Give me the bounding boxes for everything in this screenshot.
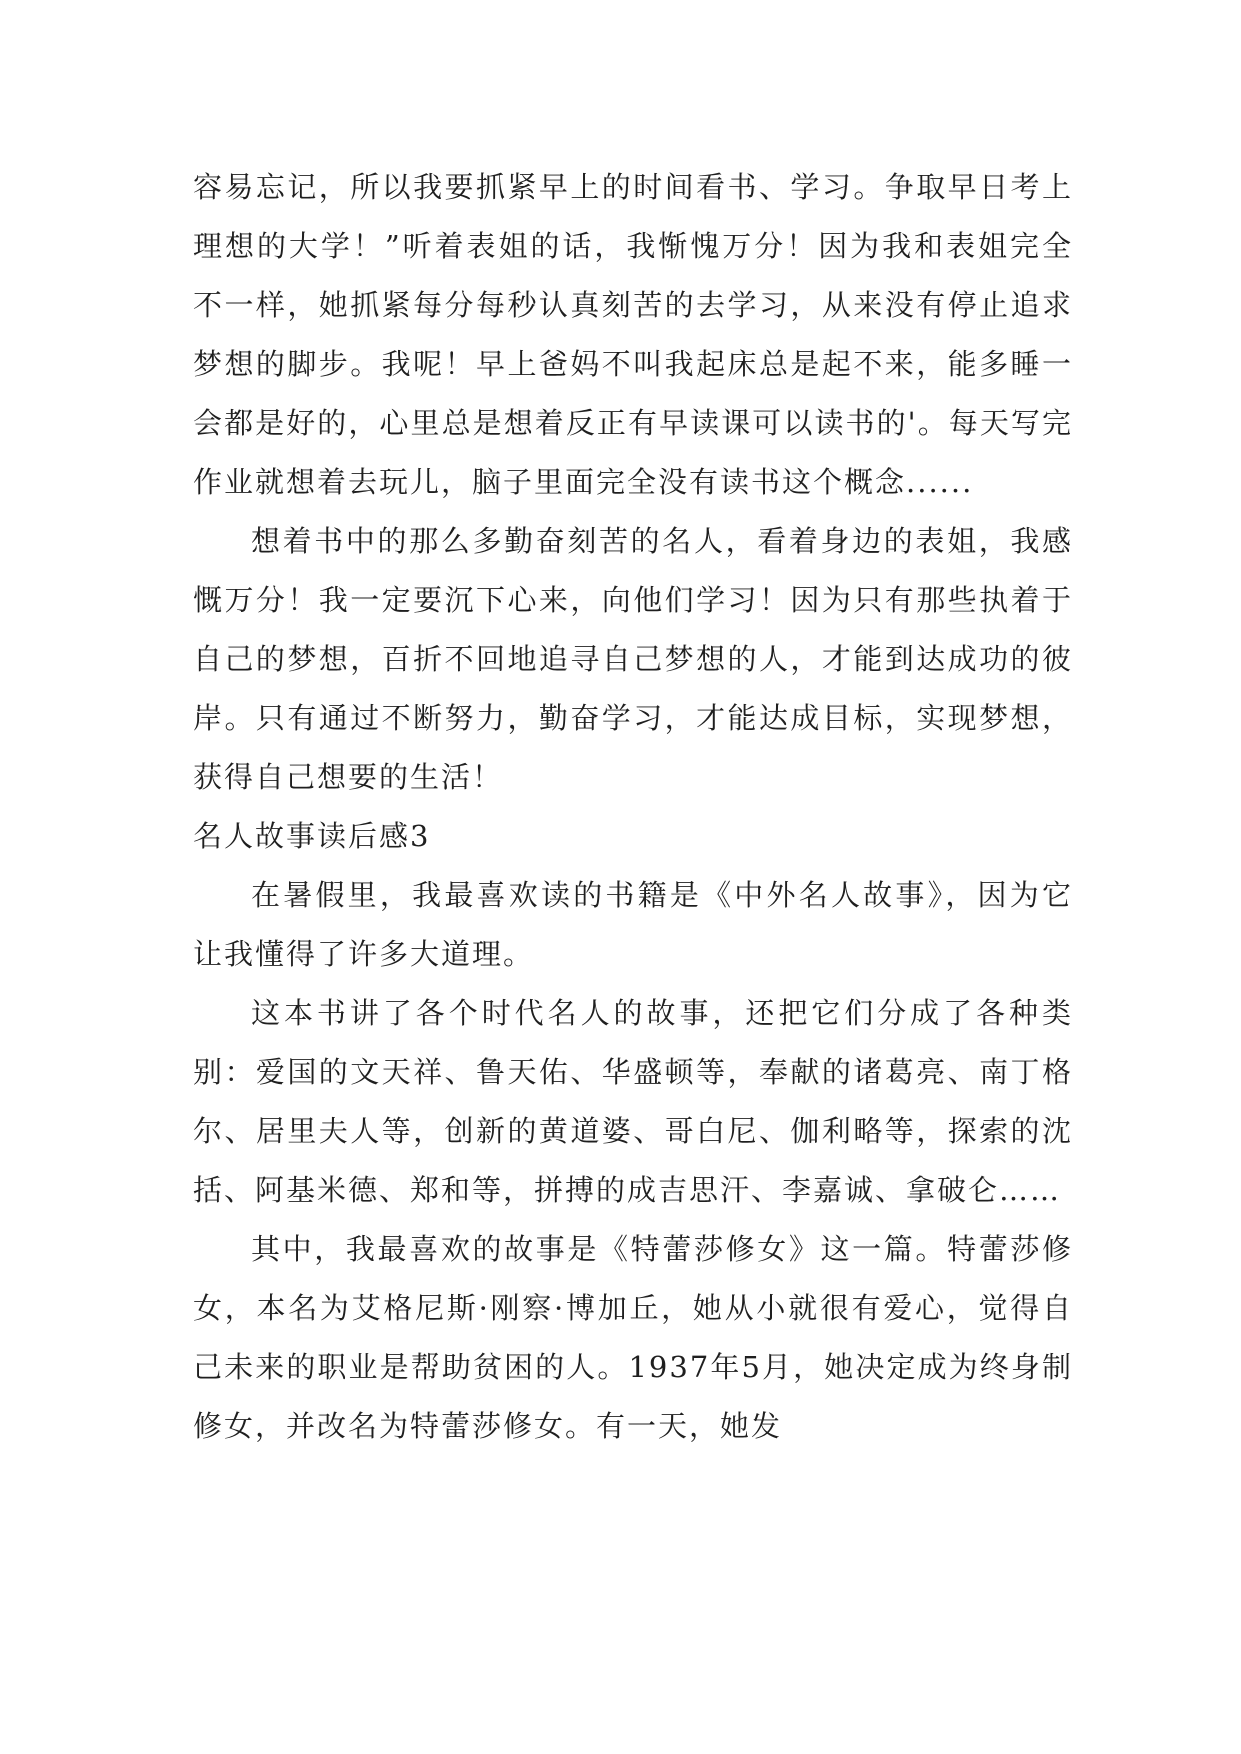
paragraph-1: 容易忘记，所以我要抓紧早上的时间看书、学习。争取早日考上理想的大学！”听着表姐的话，我惭愧万分！因为我和表姐完全不一样，她抓紧每分每秒认真刻苦的去学习，从来没有停止追求梦想的脚步。我呢！早上爸妈不叫我起床总是起不来，能多睡一会都是好的，心里总是想着反正有早读课可以读书的'。每天写完作业就想着去玩儿，脑子里面完全没有读书这个概念......: [193, 170, 1073, 499]
section-heading: 名人故事读后感3: [193, 819, 431, 853]
paragraph-5: 其中，我最喜欢的故事是《特蕾莎修女》这一篇。特蕾莎修女，本名为艾格尼斯·刚察·博加丘，她从小就很有爱心，觉得自己未来的职业是帮助贫困的人。1937年5月，她决定成为终身制修女，并改名为特蕾莎修女。有一天，她发: [193, 1232, 1073, 1443]
paragraph-2: 想着书中的那么多勤奋刻苦的名人，看着身边的表姐，我感慨万分！我一定要沉下心来，向他们学习！因为只有那些执着于自己的梦想，百折不回地追寻自己梦想的人，才能到达成功的彼岸。只有通过不断努力，勤奋学习，才能达成目标，实现梦想，获得自己想要的生活！: [193, 524, 1073, 794]
paragraph-3: 在暑假里，我最喜欢读的书籍是《中外名人故事》，因为它让我懂得了许多大道理。: [193, 878, 1073, 971]
document-body: [193, 158, 1073, 1456]
paragraph-4: 这本书讲了各个时代名人的故事，还把它们分成了各种类别：爱国的文天祥、鲁天佑、华盛顿等，奉献的诸葛亮、南丁格尔、居里夫人等，创新的黄道婆、哥白尼、伽利略等，探索的沈括、阿基米德、郑和等，拼搏的成吉思汗、李嘉诚、拿破仑……: [193, 996, 1073, 1207]
